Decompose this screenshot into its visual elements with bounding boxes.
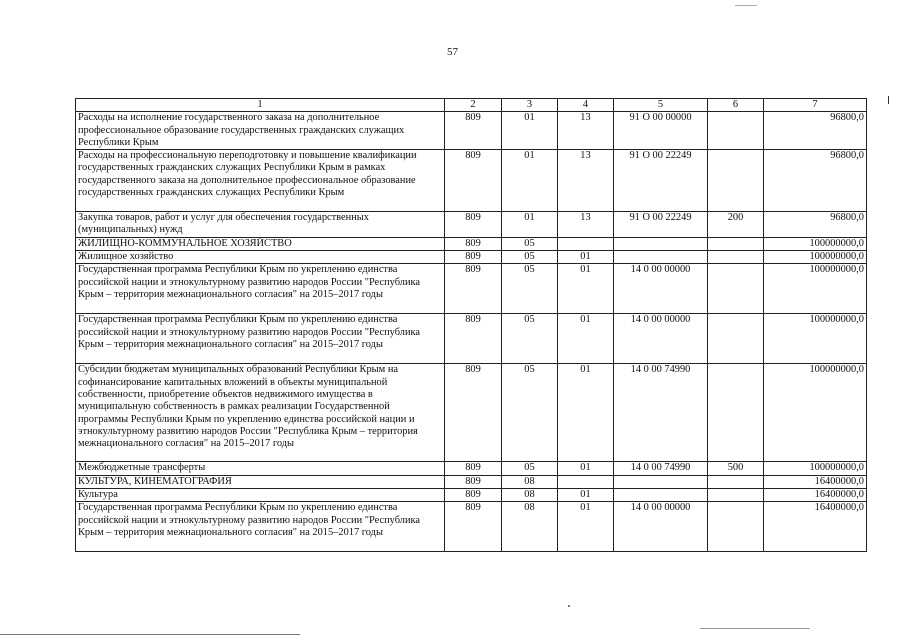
- expense-type-code: 500: [708, 462, 764, 475]
- amount: 100000000,0: [764, 364, 867, 462]
- amount: 16400000,0: [764, 502, 867, 552]
- section-code: 08: [502, 502, 558, 552]
- item-name: Расходы на исполнение государственного заказа на дополнительное профессиональное образование государственных гражданских служащих Республики Крым: [76, 112, 445, 150]
- expense-type-code: [708, 488, 764, 501]
- target-code: [614, 251, 708, 264]
- expense-type-code: [708, 475, 764, 488]
- target-code: 91 О 00 00000: [614, 112, 708, 150]
- table-row: [76, 462, 867, 475]
- target-code: 91 О 00 22249: [614, 212, 708, 238]
- target-code: [614, 237, 708, 250]
- subsection-code: 01: [558, 502, 614, 552]
- section-code: 01: [502, 150, 558, 212]
- admin-code: 809: [445, 488, 502, 501]
- table-row: [76, 364, 867, 462]
- expense-type-code: [708, 314, 764, 364]
- item-name: Субсидии бюджетам муниципальных образований Республики Крым на софинансирование капитальных вложений в объекты муниципальной собственности, приобретение объектов недвижимого имущества в муниципальную собственность в рамках реализации Государственной программы Республики Крым по укреплению единства российской нации и этнокультурному развитию народов России "Республика Крым – территория межнационального согласия" на 2015–2017 годы: [76, 364, 445, 462]
- subsection-code: [558, 237, 614, 250]
- expense-type-code: [708, 502, 764, 552]
- subsection-code: [558, 475, 614, 488]
- expense-type-code: [708, 364, 764, 462]
- item-name: ЖИЛИЩНО-КОММУНАЛЬНОЕ ХОЗЯЙСТВО: [76, 237, 445, 250]
- column-header: 3: [502, 99, 558, 112]
- table-row: [76, 502, 867, 552]
- expense-type-code: [708, 150, 764, 212]
- item-name: Государственная программа Республики Крым по укреплению единства российской нации и этнокультурному развитию народов России "Республика Крым – территория межнационального согласия" на 2015–2017 годы: [76, 264, 445, 314]
- admin-code: 809: [445, 150, 502, 212]
- subsection-code: 01: [558, 314, 614, 364]
- scan-mark: [888, 96, 889, 104]
- admin-code: 809: [445, 112, 502, 150]
- target-code: [614, 488, 708, 501]
- target-code: 14 0 00 00000: [614, 502, 708, 552]
- section-code: 05: [502, 462, 558, 475]
- item-name: КУЛЬТУРА, КИНЕМАТОГРАФИЯ: [76, 475, 445, 488]
- amount: 96800,0: [764, 112, 867, 150]
- item-name: Закупка товаров, работ и услуг для обеспечения государственных (муниципальных) нужд: [76, 212, 445, 238]
- table-row: [76, 314, 867, 364]
- amount: 100000000,0: [764, 251, 867, 264]
- amount: 96800,0: [764, 150, 867, 212]
- scan-edge-line: [0, 634, 300, 635]
- column-header: 4: [558, 99, 614, 112]
- subsection-code: 01: [558, 251, 614, 264]
- column-header: 7: [764, 99, 867, 112]
- table-row: [76, 475, 867, 488]
- amount: 100000000,0: [764, 237, 867, 250]
- item-name: Государственная программа Республики Крым по укреплению единства российской нации и этнокультурному развитию народов России "Республика Крым – территория межнационального согласия" на 2015–2017 годы: [76, 502, 445, 552]
- section-code: 05: [502, 251, 558, 264]
- target-code: [614, 475, 708, 488]
- section-code: 08: [502, 488, 558, 501]
- section-code: 01: [502, 112, 558, 150]
- amount: 100000000,0: [764, 264, 867, 314]
- subsection-code: 01: [558, 462, 614, 475]
- admin-code: 809: [445, 314, 502, 364]
- amount: 16400000,0: [764, 488, 867, 501]
- section-code: 01: [502, 212, 558, 238]
- target-code: 14 0 00 74990: [614, 462, 708, 475]
- subsection-code: 13: [558, 112, 614, 150]
- expense-type-code: [708, 251, 764, 264]
- target-code: 91 О 00 22249: [614, 150, 708, 212]
- admin-code: 809: [445, 251, 502, 264]
- admin-code: 809: [445, 264, 502, 314]
- amount: 16400000,0: [764, 475, 867, 488]
- admin-code: 809: [445, 212, 502, 238]
- subsection-code: 01: [558, 264, 614, 314]
- scan-edge-line: [700, 628, 810, 629]
- column-header: 6: [708, 99, 764, 112]
- column-header: 5: [614, 99, 708, 112]
- table-row: [76, 488, 867, 501]
- amount: 100000000,0: [764, 314, 867, 364]
- item-name: Жилищное хозяйство: [76, 251, 445, 264]
- admin-code: 809: [445, 364, 502, 462]
- section-code: 08: [502, 475, 558, 488]
- table-row: [76, 150, 867, 212]
- subsection-code: 01: [558, 364, 614, 462]
- admin-code: 809: [445, 237, 502, 250]
- amount: 100000000,0: [764, 462, 867, 475]
- scan-edge-line: [735, 5, 757, 6]
- table-row: [76, 264, 867, 314]
- item-name: Расходы на профессиональную переподготовку и повышение квалификации государственных гражданских служащих Республики Крым в рамках государственного заказа на дополнительное профессиональное образование государственных гражданских служащих Республики Крым: [76, 150, 445, 212]
- column-header: 1: [76, 99, 445, 112]
- budget-table: [75, 98, 867, 552]
- amount: 96800,0: [764, 212, 867, 238]
- admin-code: 809: [445, 462, 502, 475]
- table-row: [76, 212, 867, 238]
- expense-type-code: 200: [708, 212, 764, 238]
- section-code: 05: [502, 264, 558, 314]
- column-header: 2: [445, 99, 502, 112]
- subsection-code: 13: [558, 150, 614, 212]
- section-code: 05: [502, 364, 558, 462]
- admin-code: 809: [445, 502, 502, 552]
- target-code: 14 0 00 00000: [614, 264, 708, 314]
- header-row: [76, 99, 867, 112]
- table-row: [76, 112, 867, 150]
- table-row: [76, 251, 867, 264]
- item-name: Культура: [76, 488, 445, 501]
- expense-type-code: [708, 264, 764, 314]
- expense-type-code: [708, 112, 764, 150]
- section-code: 05: [502, 237, 558, 250]
- admin-code: 809: [445, 475, 502, 488]
- expense-type-code: [708, 237, 764, 250]
- item-name: Межбюджетные трансферты: [76, 462, 445, 475]
- page-number: 57: [447, 46, 458, 58]
- subsection-code: 13: [558, 212, 614, 238]
- scan-speck: [568, 605, 570, 607]
- target-code: 14 0 00 74990: [614, 364, 708, 462]
- table-row: [76, 237, 867, 250]
- section-code: 05: [502, 314, 558, 364]
- subsection-code: 01: [558, 488, 614, 501]
- item-name: Государственная программа Республики Крым по укреплению единства российской нации и этнокультурному развитию народов России "Республика Крым – территория межнационального согласия" на 2015–2017 годы: [76, 314, 445, 364]
- target-code: 14 0 00 00000: [614, 314, 708, 364]
